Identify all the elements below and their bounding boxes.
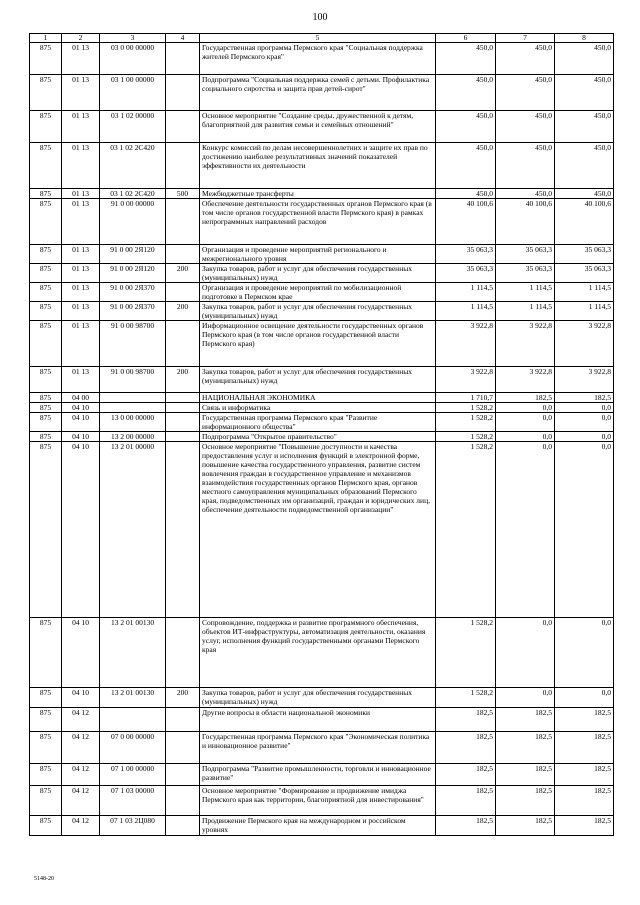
table-cell-c4: [166, 764, 200, 786]
table-cell-c3: 91 0 00 2Я370: [100, 302, 166, 321]
table-cell-c8: 35 063,3: [555, 245, 614, 264]
table-row: [30, 245, 614, 264]
table-cell-c3: 13 0 00 00000: [100, 413, 166, 432]
table-cell-c8: 450,0: [555, 143, 614, 189]
table-cell-c4: [166, 786, 200, 816]
table-cell-c6: 450,0: [436, 143, 496, 189]
table-cell-c4: 200: [166, 302, 200, 321]
table-cell-c5: Сопровождение, поддержка и развитие программного обеспечения, объектов ИТ-инфраструктуры, автоматизация деятельности, оказания услуг, исполнения функций государственными органами Пермского края: [200, 618, 436, 688]
table-cell-c4: [166, 403, 200, 413]
table-cell-c4: 200: [166, 688, 200, 708]
table-cell-c6: 1 528,2: [436, 432, 496, 442]
table-cell-c2: 01 13: [62, 321, 100, 367]
table-cell-c3: 07 1 03 00000: [100, 786, 166, 816]
table-cell-c4: [166, 413, 200, 432]
table-cell-c5: Подпрограмма "Открытое правительство": [200, 432, 436, 442]
table-cell-c8: 0,0: [555, 618, 614, 688]
table-cell-c2: 04 12: [62, 786, 100, 816]
table-cell-c6: 182,5: [436, 732, 496, 764]
table-row: [30, 764, 614, 786]
table-cell-c8: 0,0: [555, 403, 614, 413]
table-row: [30, 143, 614, 189]
table-cell-c3: 03 1 02 2C420: [100, 143, 166, 189]
table-cell-c8: 450,0: [555, 189, 614, 199]
table-cell-c6: 1 528,2: [436, 413, 496, 432]
table-cell-c6: 1 528,2: [436, 688, 496, 708]
table-cell-c2: 04 10: [62, 618, 100, 688]
table-cell-c3: 03 1 02 2C420: [100, 189, 166, 199]
table-row: [30, 786, 614, 816]
table-cell-c8: 0,0: [555, 413, 614, 432]
table-cell-c7: 450,0: [496, 143, 555, 189]
table-cell-c7: 0,0: [496, 432, 555, 442]
table-cell-c6: 450,0: [436, 75, 496, 111]
table-cell-c5: Основное мероприятие "Создание среды, дружественной к детям, благоприятной для развития семьи и семейных отношений": [200, 111, 436, 143]
table-cell-c7: 182,5: [496, 708, 555, 732]
table-cell-c5: Другие вопросы в области национальной экономики: [200, 708, 436, 732]
table-cell-c5: Государственная программа Пермского края "Социальная поддержка жителей Пермского края": [200, 43, 436, 75]
table-cell-c4: [166, 708, 200, 732]
table-cell-c2: 04 12: [62, 764, 100, 786]
table-cell-c4: [166, 442, 200, 618]
table-cell-c8: 1 114,5: [555, 302, 614, 321]
table-cell-c3: 03 0 00 00000: [100, 43, 166, 75]
table-cell-c5: Государственная программа Пермского края "Развитие информационного общества": [200, 413, 436, 432]
table-cell-c3: 03 1 00 00000: [100, 75, 166, 111]
table-cell-c5: Конкурс комиссий по делам несовершеннолетних и защите их прав по достижению наиболее результативных значений показателей эффективности их деятельности: [200, 143, 436, 189]
table-row: [30, 264, 614, 283]
table-row: [30, 442, 614, 618]
table-cell-c1: 875: [30, 413, 62, 432]
table-cell-c1: 875: [30, 75, 62, 111]
table-row: [30, 618, 614, 688]
table-cell-c5: НАЦИОНАЛЬНАЯ ЭКОНОМИКА: [200, 393, 436, 403]
table-row: [30, 189, 614, 199]
table-cell-c1: 875: [30, 111, 62, 143]
table-cell-c6: 40 100,6: [436, 199, 496, 245]
column-header: 1: [30, 34, 62, 43]
table-cell-c4: [166, 618, 200, 688]
table-cell-c1: 875: [30, 618, 62, 688]
table-cell-c2: 01 13: [62, 367, 100, 393]
table-cell-c2: 04 10: [62, 688, 100, 708]
table-cell-c8: 0,0: [555, 432, 614, 442]
table-cell-c3: 03 1 02 00000: [100, 111, 166, 143]
table-cell-c6: 182,5: [436, 764, 496, 786]
column-header: 3: [100, 34, 166, 43]
table-cell-c1: 875: [30, 816, 62, 836]
table-cell-c6: 1 528,2: [436, 403, 496, 413]
table-cell-c8: 40 100,6: [555, 199, 614, 245]
table-cell-c2: 01 13: [62, 111, 100, 143]
table-cell-c7: 0,0: [496, 442, 555, 618]
table-cell-c2: 01 13: [62, 302, 100, 321]
table-cell-c4: [166, 816, 200, 836]
table-cell-c5: Продвижение Пермского края на международном и российском уровнях: [200, 816, 436, 836]
table-cell-c5: Организация и проведение мероприятий по мобилизационной подготовке в Пермском крае: [200, 283, 436, 302]
table-cell-c3: 91 0 00 98700: [100, 367, 166, 393]
table-cell-c5: Подпрограмма "Социальная поддержка семей с детьми. Профилактика социального сиротства и защита прав детей-сирот": [200, 75, 436, 111]
table-cell-c3: 13 2 01 00130: [100, 618, 166, 688]
table-cell-c1: 875: [30, 403, 62, 413]
table-cell-c2: 01 13: [62, 143, 100, 189]
table-row: [30, 816, 614, 836]
table-cell-c6: 450,0: [436, 43, 496, 75]
column-header: 7: [496, 34, 555, 43]
table-cell-c7: 450,0: [496, 111, 555, 143]
table-cell-c7: 0,0: [496, 688, 555, 708]
table-cell-c1: 875: [30, 708, 62, 732]
table-cell-c1: 875: [30, 688, 62, 708]
table-cell-c6: 35 063,3: [436, 245, 496, 264]
table-cell-c8: 35 063,3: [555, 264, 614, 283]
table-row: [30, 283, 614, 302]
table-cell-c1: 875: [30, 43, 62, 75]
table-cell-c5: Информационное освещение деятельности государственных органов Пермского края (в том числе органов государственной власти Пермского края): [200, 321, 436, 367]
table-cell-c7: 182,5: [496, 786, 555, 816]
table-cell-c1: 875: [30, 786, 62, 816]
table-cell-c3: [100, 393, 166, 403]
table-cell-c1: 875: [30, 302, 62, 321]
table-cell-c3: 07 1 00 00000: [100, 764, 166, 786]
table-cell-c2: 01 13: [62, 75, 100, 111]
table-cell-c7: 450,0: [496, 75, 555, 111]
table-cell-c6: 1 528,2: [436, 442, 496, 618]
table-cell-c6: 1 528,2: [436, 618, 496, 688]
table-cell-c4: [166, 432, 200, 442]
table-row: [30, 413, 614, 432]
column-header: 4: [166, 34, 200, 43]
table-cell-c1: 875: [30, 245, 62, 264]
table-cell-c7: 1 114,5: [496, 283, 555, 302]
table-row: [30, 302, 614, 321]
table-cell-c7: 35 063,3: [496, 264, 555, 283]
table-cell-c1: 875: [30, 283, 62, 302]
table-row: [30, 688, 614, 708]
table-row: [30, 403, 614, 413]
table-cell-c3: 91 0 00 00000: [100, 199, 166, 245]
table-cell-c8: 182,5: [555, 786, 614, 816]
table-cell-c6: 182,5: [436, 786, 496, 816]
table-cell-c4: [166, 43, 200, 75]
table-cell-c1: 875: [30, 367, 62, 393]
table-cell-c1: 875: [30, 199, 62, 245]
table-cell-c5: Межбюджетные трансферты: [200, 189, 436, 199]
table-cell-c2: 04 10: [62, 432, 100, 442]
table-cell-c8: 3 922,8: [555, 367, 614, 393]
table-cell-c5: Закупка товаров, работ и услуг для обеспечения государственных (муниципальных) нужд: [200, 302, 436, 321]
table-cell-c1: 875: [30, 143, 62, 189]
table-cell-c2: 04 12: [62, 732, 100, 764]
table-cell-c7: 0,0: [496, 403, 555, 413]
table-cell-c1: 875: [30, 321, 62, 367]
table-cell-c3: 13 2 00 00000: [100, 432, 166, 442]
table-cell-c8: 182,5: [555, 393, 614, 403]
table-cell-c2: 04 10: [62, 403, 100, 413]
table-cell-c7: 40 100,6: [496, 199, 555, 245]
table-row: [30, 708, 614, 732]
table-cell-c2: 04 12: [62, 708, 100, 732]
table-cell-c3: 13 2 01 00000: [100, 442, 166, 618]
table-cell-c8: 182,5: [555, 816, 614, 836]
table-cell-c4: [166, 321, 200, 367]
table-cell-c1: 875: [30, 393, 62, 403]
column-header: 2: [62, 34, 100, 43]
table-cell-c7: 182,5: [496, 732, 555, 764]
table-row: [30, 321, 614, 367]
table-cell-c2: 01 13: [62, 199, 100, 245]
table-cell-c6: 450,0: [436, 111, 496, 143]
budget-table: [29, 33, 614, 836]
table-cell-c1: 875: [30, 764, 62, 786]
table-cell-c7: 0,0: [496, 413, 555, 432]
table-cell-c6: 3 922,8: [436, 367, 496, 393]
table-cell-c6: 1 710,7: [436, 393, 496, 403]
table-row: [30, 43, 614, 75]
table-cell-c7: 3 922,8: [496, 367, 555, 393]
table-cell-c4: [166, 75, 200, 111]
table-cell-c1: 875: [30, 264, 62, 283]
table-cell-c4: [166, 732, 200, 764]
table-cell-c3: 13 2 01 00130: [100, 688, 166, 708]
column-header: 8: [555, 34, 614, 43]
table-cell-c4: 200: [166, 264, 200, 283]
table-row: [30, 75, 614, 111]
table-cell-c1: 875: [30, 442, 62, 618]
table-cell-c5: Основное мероприятие "Повышение доступности и качества предоставления услуг и исполнения функций в электронной форме, повышение качества государственного управления, развитие систем вовлечения граждан в государственное управление и механизмов взаимодействия государственных органов Пермского края, органов местного самоуправления муниципальных образований Пермского края, подведомственных им организаций, граждан и юридических лиц, обеспечение деятельности подведомственной организации": [200, 442, 436, 618]
table-cell-c4: [166, 199, 200, 245]
column-header: 5: [200, 34, 436, 43]
table-cell-c2: 01 13: [62, 283, 100, 302]
table-cell-c7: 450,0: [496, 43, 555, 75]
table-cell-c2: 01 13: [62, 264, 100, 283]
table-cell-c8: 0,0: [555, 442, 614, 618]
table-cell-c4: [166, 111, 200, 143]
table-cell-c2: 04 10: [62, 413, 100, 432]
table-cell-c5: Закупка товаров, работ и услуг для обеспечения государственных (муниципальных) нужд: [200, 367, 436, 393]
column-header: 6: [436, 34, 496, 43]
table-cell-c3: 91 0 00 2Я120: [100, 245, 166, 264]
table-cell-c1: 875: [30, 732, 62, 764]
table-cell-c1: 875: [30, 432, 62, 442]
table-cell-c4: [166, 393, 200, 403]
table-cell-c4: [166, 283, 200, 302]
page-number: 100: [312, 12, 328, 23]
table-cell-c2: 04 12: [62, 816, 100, 836]
table-cell-c8: 0,0: [555, 688, 614, 708]
table-cell-c4: 200: [166, 367, 200, 393]
table-cell-c7: 182,5: [496, 393, 555, 403]
table-cell-c2: 04 00: [62, 393, 100, 403]
table-cell-c8: 3 922,8: [555, 321, 614, 367]
table-cell-c6: 450,0: [436, 189, 496, 199]
table-cell-c7: 3 922,8: [496, 321, 555, 367]
table-cell-c7: 1 114,5: [496, 302, 555, 321]
table-cell-c3: 91 0 00 2Я370: [100, 283, 166, 302]
table-cell-c3: 07 1 03 2Ц080: [100, 816, 166, 836]
table-cell-c5: Закупка товаров, работ и услуг для обеспечения государственных (муниципальных) нужд: [200, 264, 436, 283]
table-cell-c2: 01 13: [62, 189, 100, 199]
table-row: [30, 199, 614, 245]
table-cell-c8: 450,0: [555, 75, 614, 111]
table-cell-c2: 04 10: [62, 442, 100, 618]
table-cell-c6: 35 063,3: [436, 264, 496, 283]
table-cell-c7: 35 063,3: [496, 245, 555, 264]
table-cell-c4: 500: [166, 189, 200, 199]
table-cell-c8: 450,0: [555, 111, 614, 143]
table-cell-c7: 182,5: [496, 764, 555, 786]
table-cell-c5: Основное мероприятие "Формирование и продвижение имиджа Пермского края как территории, благоприятной для инвестирования": [200, 786, 436, 816]
table-cell-c4: [166, 245, 200, 264]
table-cell-c5: Обеспечение деятельности государственных органов Пермского края (в том числе органов государственной власти Пермского края) в рамках непрограммных направлений расходов: [200, 199, 436, 245]
table-cell-c6: 1 114,5: [436, 302, 496, 321]
table-cell-c7: 450,0: [496, 189, 555, 199]
table-cell-c7: 182,5: [496, 816, 555, 836]
table-row: [30, 393, 614, 403]
header-row: [30, 34, 614, 43]
footer-code: 5148-20: [34, 876, 54, 882]
table-cell-c3: [100, 708, 166, 732]
table-cell-c8: 182,5: [555, 764, 614, 786]
table-cell-c3: 91 0 00 2Я120: [100, 264, 166, 283]
table-cell-c6: 182,5: [436, 708, 496, 732]
table-cell-c3: 91 0 00 98700: [100, 321, 166, 367]
table-row: [30, 367, 614, 393]
table-cell-c6: 182,5: [436, 816, 496, 836]
table-cell-c3: 07 0 00 00000: [100, 732, 166, 764]
table-row: [30, 111, 614, 143]
table-cell-c7: 0,0: [496, 618, 555, 688]
table-cell-c6: 1 114,5: [436, 283, 496, 302]
table-cell-c5: Организация и проведение мероприятий регионального и межрегионального уровня: [200, 245, 436, 264]
table-cell-c5: Подпрограмма "Развитие промышленности, торговли и инновационное развитие": [200, 764, 436, 786]
table-cell-c3: [100, 403, 166, 413]
table-cell-c5: Государственная программа Пермского края "Экономическая политика и инновационное развитие": [200, 732, 436, 764]
table-cell-c8: 450,0: [555, 43, 614, 75]
table-cell-c8: 182,5: [555, 708, 614, 732]
table-cell-c5: Связь и информатика: [200, 403, 436, 413]
table-cell-c5: Закупка товаров, работ и услуг для обеспечения государственных (муниципальных) нужд: [200, 688, 436, 708]
table-cell-c1: 875: [30, 189, 62, 199]
table-cell-c2: 01 13: [62, 43, 100, 75]
table-cell-c2: 01 13: [62, 245, 100, 264]
table-row: [30, 732, 614, 764]
table-cell-c8: 1 114,5: [555, 283, 614, 302]
table-cell-c8: 182,5: [555, 732, 614, 764]
table-cell-c6: 3 922,8: [436, 321, 496, 367]
table-cell-c4: [166, 143, 200, 189]
table-row: [30, 432, 614, 442]
